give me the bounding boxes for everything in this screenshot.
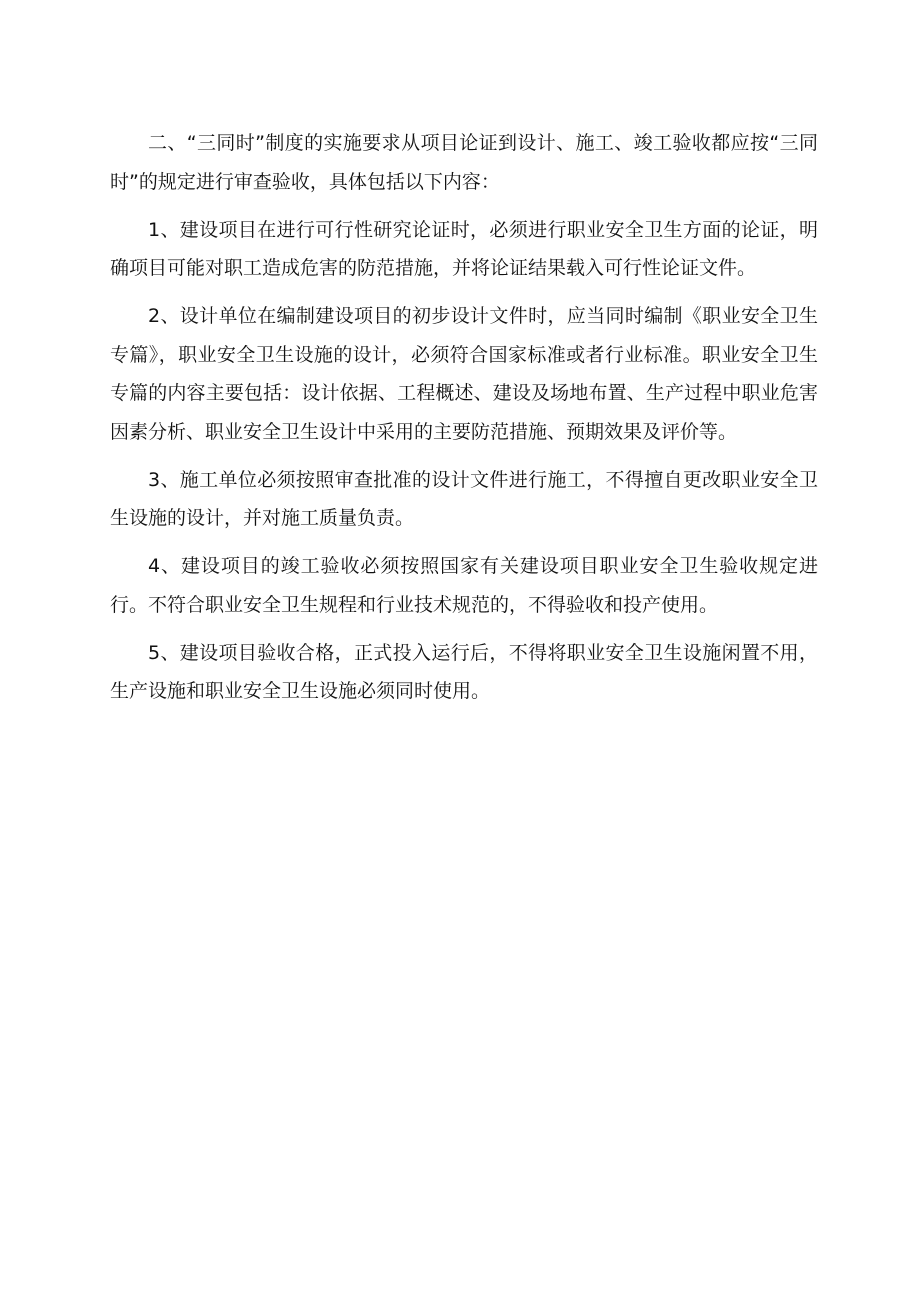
paragraph-item-3: 3、施工单位必须按照审查批准的设计文件进行施工，不得擅自更改职业安全卫生设施的设计，并对施工质量负责。	[110, 468, 818, 529]
paragraph-intro: 二、“三同时”制度的实施要求从项目论证到设计、施工、竣工验收都应按“三同时”的规定进行审查验收，具体包括以下内容：	[110, 132, 818, 193]
paragraph-item-2: 2、设计单位在编制建设项目的初步设计文件时，应当同时编制《职业安全卫生专篇》，职业安全卫生设施的设计，必须符合国家标准或者行业标准。职业安全卫生专篇的内容主要包括：设计依据、工程概述、建设及场地布置、生产过程中职业危害因素分析、职业安全卫生设计中采用的主要防范措施、预期效果及评价等。	[110, 305, 818, 443]
document-body	[110, 124, 818, 720]
paragraph-item-1: 1、建设项目在进行可行性研究论证时，必须进行职业安全卫生方面的论证，明确项目可能对职工造成危害的防范措施，并将论证结果载入可行性论证文件。	[110, 218, 818, 279]
paragraph-item-4: 4、建设项目的竣工验收必须按照国家有关建设项目职业安全卫生验收规定进行。不符合职业安全卫生规程和行业技术规范的，不得验收和投产使用。	[110, 555, 818, 616]
paragraph-item-5: 5、建设项目验收合格，正式投入运行后，不得将职业安全卫生设施闲置不用，生产设施和职业安全卫生设施必须同时使用。	[110, 641, 818, 702]
